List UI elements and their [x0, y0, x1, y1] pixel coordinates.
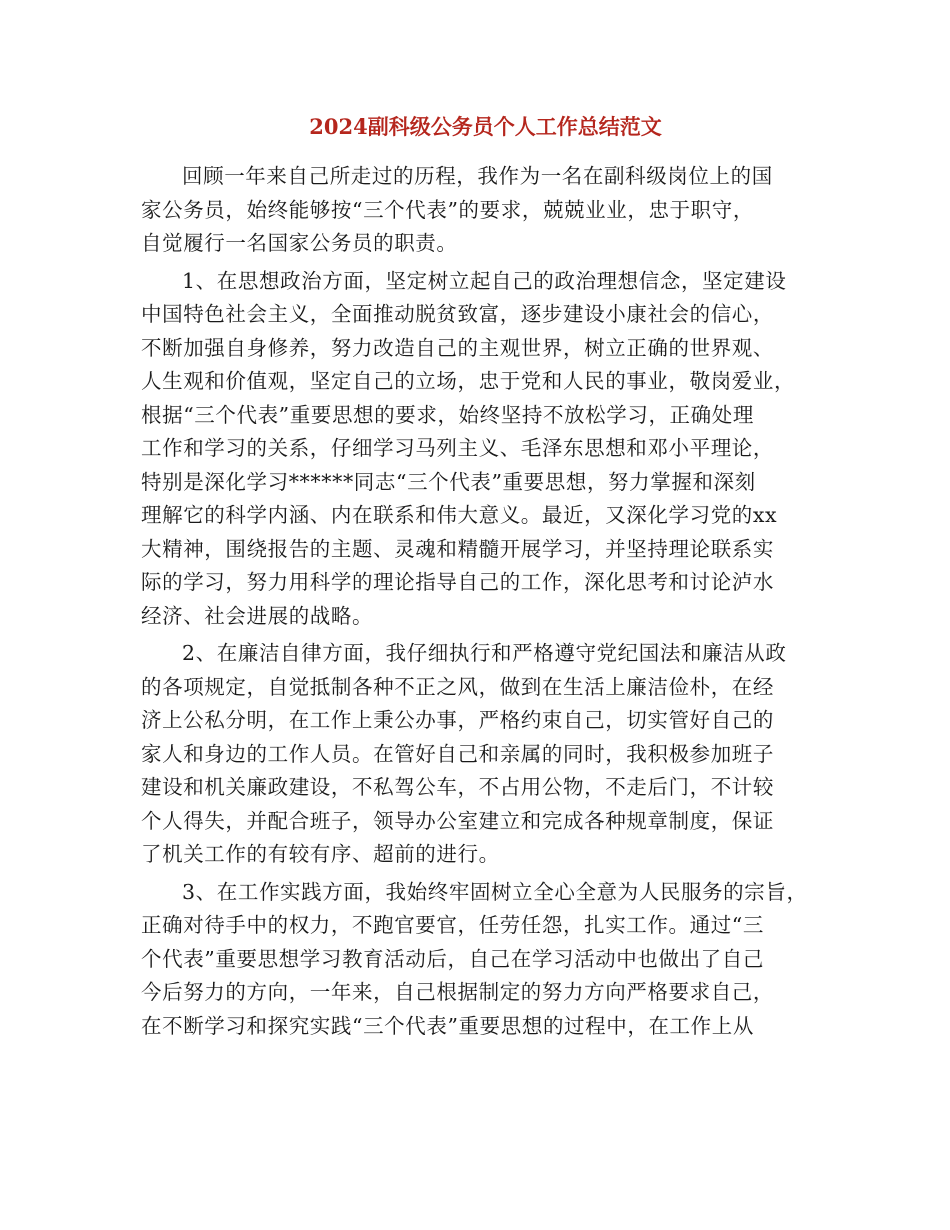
text-line: 今后努力的方向，一年来，自己根据制定的努力方向严格要求自己，	[141, 980, 774, 1004]
text-line: 建设和机关廉政建设，不私驾公车，不占用公物，不走后门，不计较	[141, 775, 774, 799]
paragraph	[141, 637, 830, 872]
text-line: 特别是深化学习******同志“三个代表”重要思想，努力掌握和深刻	[141, 469, 756, 494]
text-line: 1、在思想政治方面，坚定树立起自己的政治理想信念，坚定建设	[182, 268, 787, 293]
text-line: 个代表”重要思想学习教育活动后，自己在学习活动中也做出了自己	[141, 946, 764, 971]
paragraph	[141, 265, 830, 634]
text-line: 中国特色社会主义，全面推动脱贫致富，逐步建设小康社会的信心，	[141, 302, 774, 326]
document-title: 2024副科级公务员个人工作总结范文	[309, 114, 662, 139]
text-line: 人生观和价值观，坚定自己的立场，忠于党和人民的事业，敬岗爱业，	[141, 369, 796, 393]
text-line: 根据“三个代表”重要思想的要求，始终坚持不放松学习，正确处理	[141, 402, 754, 427]
text-line: 3、在工作实践方面，我始终牢固树立全心全意为人民服务的宗旨，	[182, 879, 808, 904]
document-body	[141, 160, 830, 1043]
text-line: 个人得失，并配合班子，领导办公室建立和完成各种规章制度，保证	[141, 808, 774, 833]
text-line: 了机关工作的有较有序、超前的进行。	[141, 842, 500, 866]
paragraph	[141, 160, 830, 261]
text-line: 的各项规定，自觉抵制各种不正之风，做到在生活上廉洁俭朴，在经	[141, 674, 774, 699]
text-line: 经济、社会进展的战略。	[141, 603, 374, 628]
text-line: 工作和学习的关系，仔细学习马列主义、毛泽东思想和邓小平理论，	[141, 436, 774, 460]
text-line: 家人和身边的工作人员。在管好自己和亲属的同时，我积极参加班子	[141, 741, 774, 766]
paragraph	[141, 876, 830, 1044]
text-line: 在不断学习和探究实践“三个代表”重要思想的过程中，在工作上从	[141, 1013, 754, 1038]
text-line: 大精神，围绕报告的主题、灵魂和精髓开展学习，并坚持理论联系实	[141, 536, 774, 561]
text-line: 回顾一年来自己所走过的历程，我作为一名在副科级岗位上的国	[182, 164, 773, 188]
text-line: 济上公私分明，在工作上秉公办事，严格约束自己，切实管好自己的	[141, 708, 774, 732]
text-line: 家公务员，始终能够按“三个代表”的要求，兢兢业业，忠于职守，	[141, 197, 754, 222]
text-line: 理解它的科学内涵、内在联系和伟大意义。最近，又深化学习党的xx	[141, 503, 778, 527]
text-line: 2、在廉洁自律方面，我仔细执行和严格遵守党纪国法和廉洁从政	[182, 641, 787, 665]
text-line: 正确对待手中的权力，不跑官要官，任劳任怨，扎实工作。通过“三	[141, 913, 764, 937]
text-line: 不断加强自身修养，努力改造自己的主观世界，树立正确的世界观、	[141, 335, 774, 360]
text-line: 际的学习，努力用科学的理论指导自己的工作，深化思考和讨论泸水	[141, 570, 774, 594]
text-line: 自觉履行一名国家公务员的职责。	[141, 231, 458, 255]
